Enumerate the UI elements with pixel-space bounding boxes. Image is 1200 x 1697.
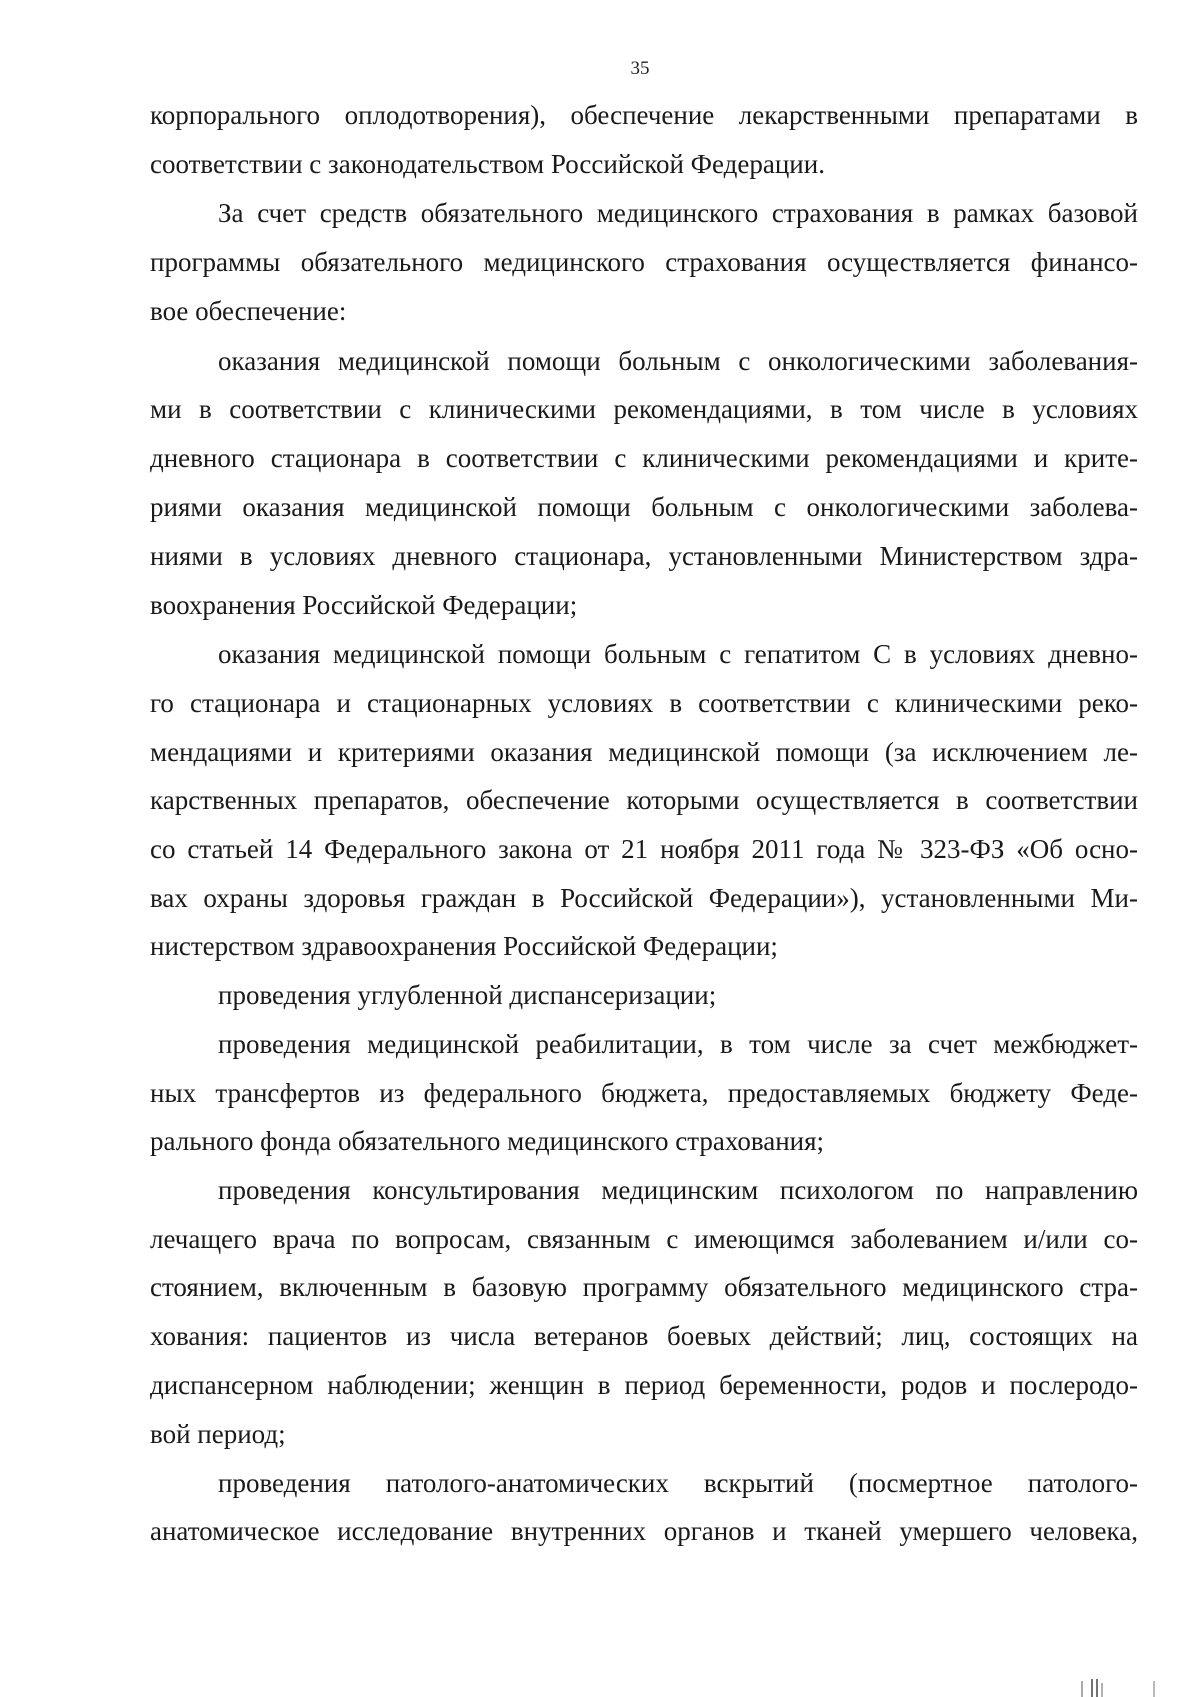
- text-line: программы обязательного медицинского страхования осуществляется финансо-: [150, 247, 1138, 277]
- text-line: нистерством здравоохранения Российской Федерации;: [150, 931, 778, 961]
- text-line: оказания медицинской помощи больным с гепатитом С в условиях дневно-: [218, 639, 1138, 669]
- text-line: риями оказания медицинской помощи больным с онкологическими заболева-: [150, 492, 1138, 522]
- scan-artifact-marks: [1050, 1677, 1170, 1697]
- text-line: вой период;: [150, 1419, 286, 1449]
- text-line: мендациями и критериями оказания медицинской помощи (за исключением ле-: [150, 737, 1138, 767]
- text-line: проведения углубленной диспансеризации;: [218, 980, 717, 1010]
- text-line: воохранения Российской Федерации;: [150, 590, 578, 620]
- text-line: стоянием, включенным в базовую программу обязательного медицинского стра-: [150, 1272, 1138, 1302]
- text-line: хования: пациентов из числа ветеранов боевых действий; лиц, состоящих на: [150, 1321, 1138, 1351]
- text-line: проведения медицинской реабилитации, в том числе за счет межбюджет-: [218, 1029, 1138, 1059]
- text-line: ми в соответствии с клиническими рекомендациями, в том числе в условиях: [150, 394, 1138, 424]
- text-line: ниями в условиях дневного стационара, установленными Министерством здра-: [150, 541, 1138, 571]
- text-line: оказания медицинской помощи больным с онкологическими заболевания-: [218, 346, 1138, 376]
- text-line: За счет средств обязательного медицинского страхования в рамках базовой: [218, 198, 1138, 228]
- text-line: со статьей 14 Федерального закона от 21 ноября 2011 года № 323-ФЗ «Об осно-: [150, 834, 1138, 864]
- text-line: лечащего врача по вопросам, связанным с имеющимся заболеванием и/или со-: [150, 1224, 1138, 1254]
- page-number: 35: [630, 58, 650, 79]
- text-line: ных трансфертов из федерального бюджета, предоставляемых бюджету Феде-: [150, 1078, 1138, 1108]
- text-line: соответствии с законодательством Российской Федерации.: [150, 149, 825, 179]
- text-line: анатомическое исследование внутренних органов и тканей умершего человека,: [150, 1516, 1138, 1546]
- text-line: вое обеспечение:: [150, 296, 347, 326]
- text-line: проведения консультирования медицинским психологом по направлению: [218, 1175, 1138, 1205]
- text-line: рального фонда обязательного медицинского страхования;: [150, 1126, 825, 1156]
- text-line: го стационара и стационарных условиях в соответствии с клиническими реко-: [150, 688, 1138, 718]
- text-line: вах охраны здоровья граждан в Российской Федерации»), установленными Ми-: [150, 883, 1138, 913]
- text-line: дневного стационара в соответствии с клиническими рекомендациями и крите-: [150, 443, 1138, 473]
- text-line: корпорального оплодотворения), обеспечение лекарственными препаратами в: [150, 100, 1138, 130]
- text-line: диспансерном наблюдении; женщин в период беременности, родов и послеродо-: [150, 1370, 1138, 1400]
- text-line: проведения патолого-анатомических вскрытий (посмертное патолого-: [218, 1468, 1138, 1498]
- text-line: карственных препаратов, обеспечение которыми осуществляется в соответствии: [150, 785, 1138, 815]
